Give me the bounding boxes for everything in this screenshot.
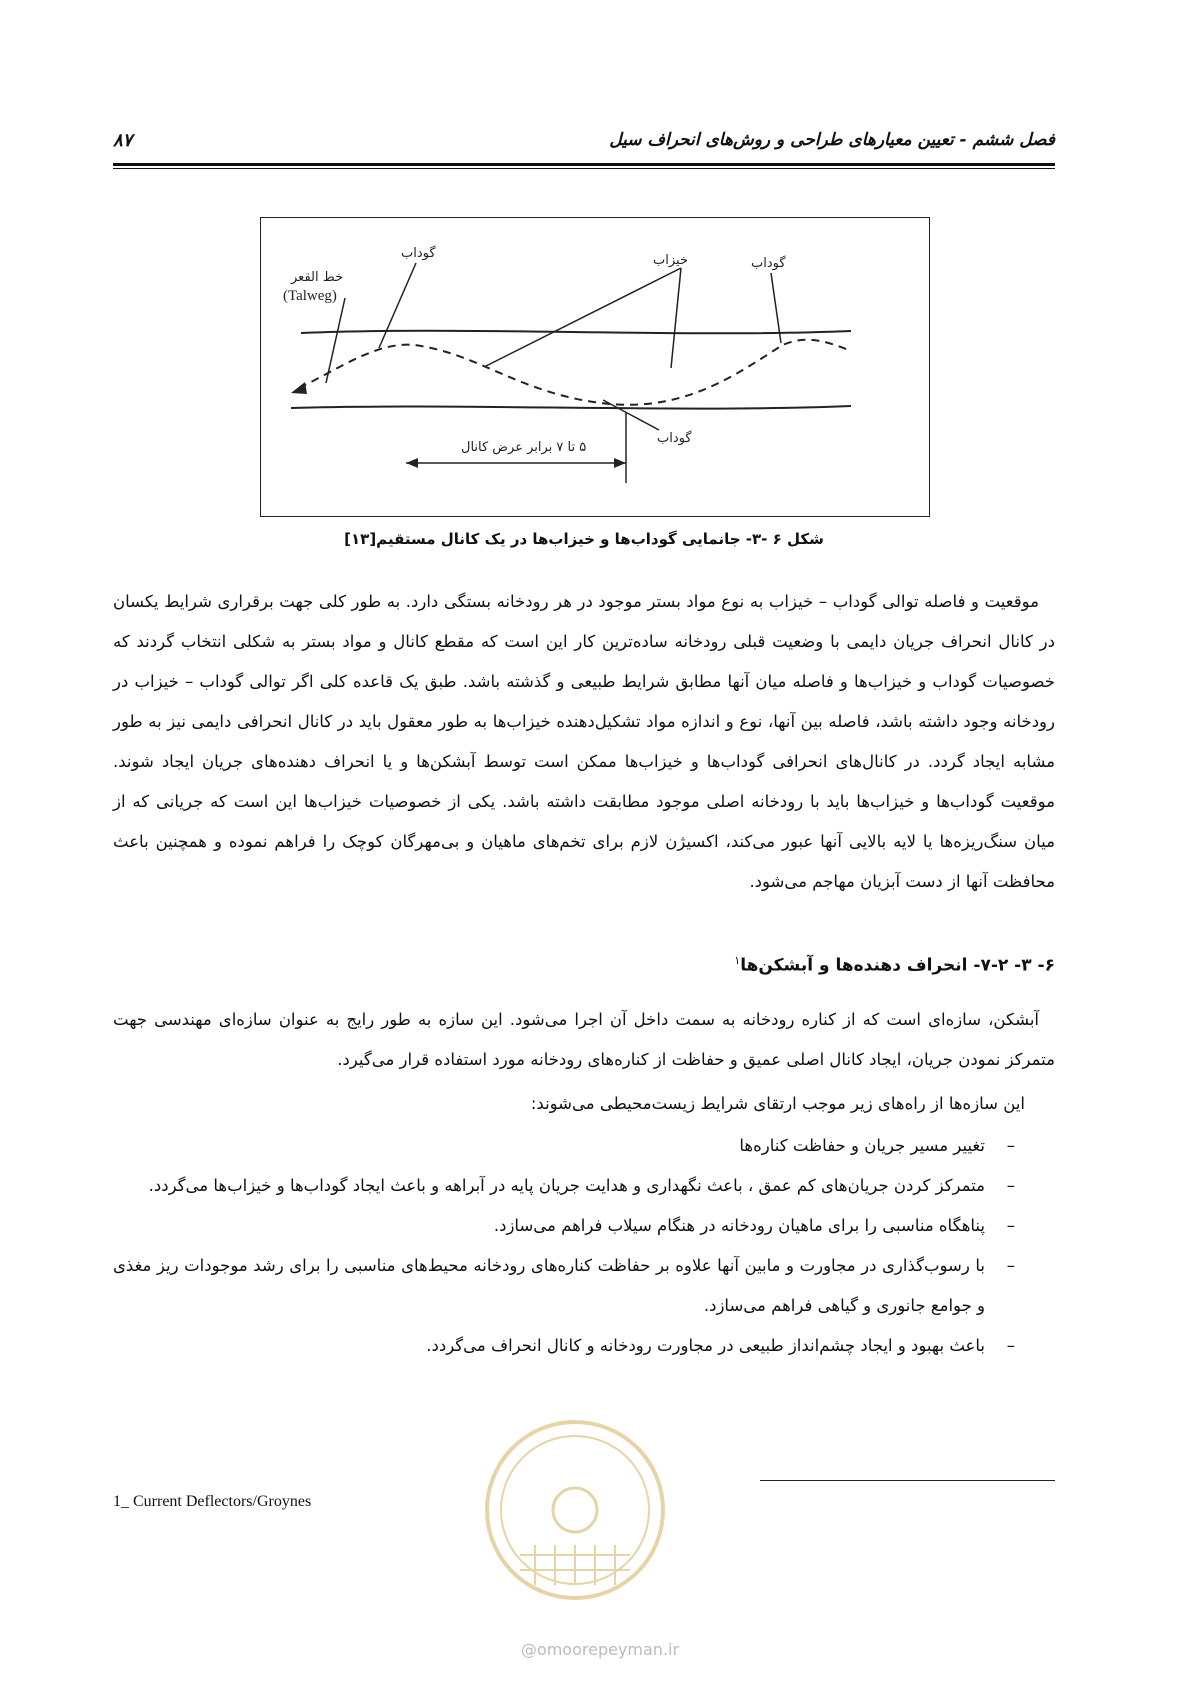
section-heading <box>113 954 1055 976</box>
paragraph-groyne-definition: آبشکن، سازه‌ای است که از کناره رودخانه به سمت داخل آن اجرا می‌شود. این سازه به طور رایج به عنوان سازه‌ای مهندسی جهت متمرکز نمودن جریان، ایجاد کانال اصلی عمیق و حفاظت از کناره‌های رودخانه مورد استفاده قرار می‌گیرد. <box>113 1010 1055 1069</box>
list-item <box>113 1246 1055 1326</box>
label-spacing: ۵ تا ۷ برابر عرض کانال <box>461 440 587 455</box>
header-rule <box>113 163 1055 166</box>
label-pool-1: گوداب <box>401 246 436 261</box>
upper-bank-line <box>301 331 851 334</box>
footnote-marker: ۱ <box>734 954 741 967</box>
page-number: ۸۷ <box>113 130 133 151</box>
list-item <box>113 1206 1055 1246</box>
list-item <box>113 1326 1055 1366</box>
list-item-text: باعث بهبود و ایجاد چشم‌انداز طبیعی در مجاورت رودخانه و کانال انحراف می‌گردد. <box>426 1336 985 1355</box>
thalweg-leader <box>326 298 345 383</box>
list-item <box>113 1166 1055 1206</box>
paragraph-list-intro: این سازه‌ها از راه‌های زیر موجب ارتقای شرایط زیست‌محیطی می‌شوند: <box>530 1094 1025 1113</box>
list-dash: – <box>1006 1336 1015 1355</box>
list-dash: – <box>1006 1256 1015 1275</box>
lower-bank-line <box>291 406 851 409</box>
list-item <box>113 1126 1055 1166</box>
label-pool-3: گوداب <box>751 256 786 271</box>
pool-1-leader <box>379 263 416 348</box>
thalweg-arrowhead <box>291 382 307 394</box>
figure-pool-riffle <box>260 217 930 517</box>
footnote: 1_ Current Deflectors/Groynes <box>113 1493 312 1510</box>
watermark-seal-icon <box>480 1405 670 1615</box>
header-rule-thin <box>113 168 1055 169</box>
riffle-leader-2 <box>671 268 681 368</box>
figure-caption: شکل ۶ -۳- جانمایی گوداب‌ها و خیزاب‌ها در یک کانال مستقیم[۱۳] <box>344 530 824 548</box>
page-header <box>113 130 1055 160</box>
list-item-text: پناهگاه مناسبی را برای ماهیان رودخانه در هنگام سیلاب فراهم می‌سازد. <box>493 1216 985 1235</box>
paragraph-pool-riffle: موقعیت و فاصله توالی گوداب – خیزاب به نوع مواد بستر موجود در هر رودخانه بستگی دارد. به طور کلی جهت برقراری شرایط یکسان در کانال انحراف جریان دایمی با وضعیت قبلی رودخانه ساده‌ترین کار این است که مقطع کانال و مواد بستر به شکلی انتخاب گردند که خصوصیات گوداب و خیزاب‌ها و فاصله میان آنها مطابق شرایط طبیعی و گذشته باشد. طبق یک قاعده کلی اگر توالی گوداب – خیزاب در رودخانه وجود داشته باشد، فاصله بین آنها، نوع و اندازه مواد تشکیل‌دهنده خیزاب‌ها به طور معقول باید در کانال انحرافی دایمی نیز به طور مشابه ایجاد گردد. در کانال‌های انحرافی گوداب‌ها و خیزاب‌ها ممکن است توسط آبشکن‌ها و یا انحراف دهنده‌های جریان ایجاد شوند. موقعیت گوداب‌ها و خیزاب‌ها باید با رودخانه اصلی موجود مطابقت داشته باشد. یکی از خصوصیات خیزاب‌ها این است که جریانی که از میان سنگ‌ریزه‌ها یا لایه بالایی آنها عبور می‌کند، اکسیژن لازم برای تخم‌های ماهیان و بی‌مهرگان کوچک را فراهم نموده و همچنین باعث محافظت آنها از دست آبزیان مهاجم می‌شود. <box>113 592 1055 891</box>
footnote-rule <box>760 1480 1055 1481</box>
list-dash: – <box>1006 1176 1015 1195</box>
spacing-arrow-right <box>614 458 626 468</box>
label-pool-2: گوداب <box>657 431 692 446</box>
benefits-list <box>113 1126 1055 1366</box>
list-dash: – <box>1006 1136 1015 1155</box>
label-thalweg-fa: خط القعر <box>291 270 344 285</box>
label-thalweg-en: (Talweg) <box>283 288 337 304</box>
list-item-text: با رسوب‌گذاری در مجاورت و مابین آنها علاوه بر حفاظت کناره‌های رودخانه محیط‌های مناسبی را برای رشد موجودات ریز مغذی و جوامع جانوری و گیاهی فراهم می‌سازد. <box>113 1256 985 1315</box>
chapter-title: فصل ششم - تعیین معیارهای طراحی و روش‌های انحراف سیل <box>609 130 1055 150</box>
label-riffle: خیزاب <box>653 253 688 268</box>
list-dash: – <box>1006 1216 1015 1235</box>
thalweg-line <box>299 340 851 405</box>
watermark-url: @omoorepeyman.ir <box>520 1640 680 1659</box>
list-item-text: تغییر مسیر جریان و حفاظت کناره‌ها <box>739 1136 985 1155</box>
section-heading-text: ۶- ۳- ۷-۲- انحراف دهنده‌ها و آبشکن‌ها <box>740 955 1055 976</box>
list-item-text: متمرکز کردن جریان‌های کم عمق ، باعث نگهداری و هدایت جریان پایه در آبراهه و باعث ایجاد گوداب‌ها و خیزاب‌ها می‌گردد. <box>148 1176 985 1195</box>
channel-diagram <box>261 218 931 518</box>
riffle-leader-1 <box>486 268 681 366</box>
spacing-arrow-left <box>406 458 418 468</box>
